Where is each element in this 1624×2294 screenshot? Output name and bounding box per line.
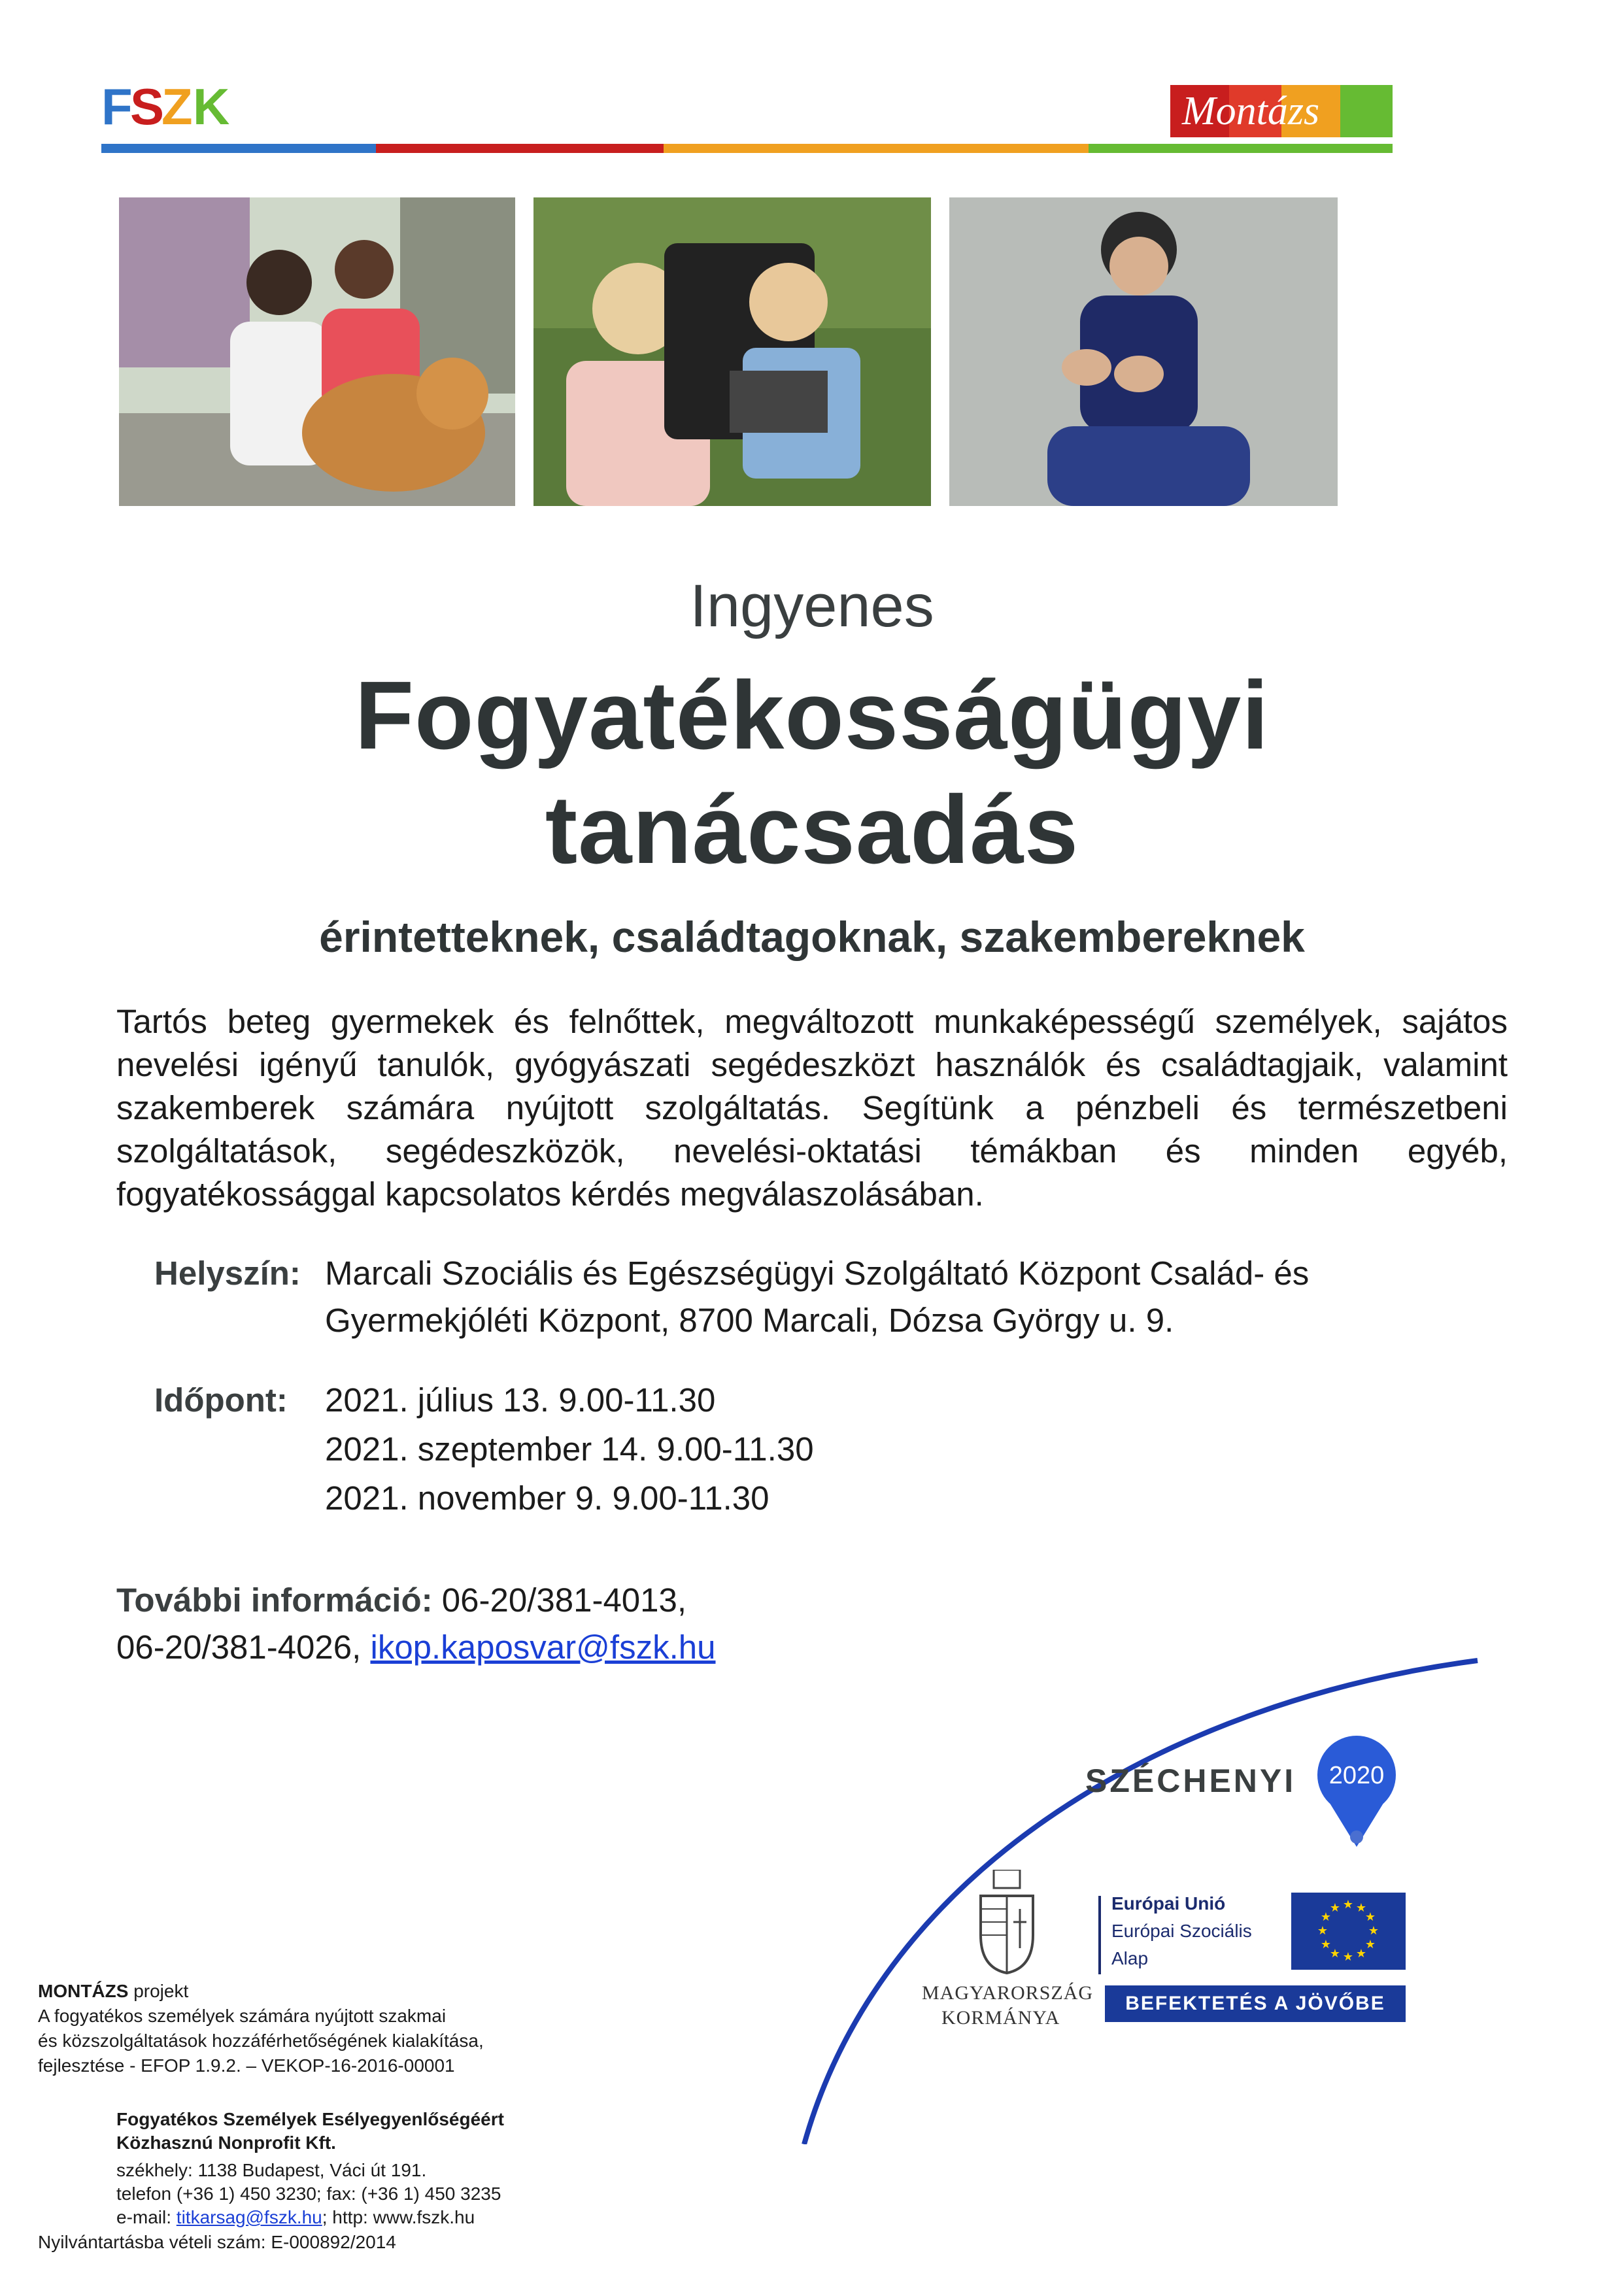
szechenyi-pin-icon xyxy=(1314,1732,1399,1850)
time-date-2: 2021. szeptember 14. 9.00-11.30 xyxy=(325,1430,814,1468)
footer-desc-line-1: A fogyatékos személyek számára nyújtott szakmai xyxy=(38,2006,447,2026)
svg-text:★: ★ xyxy=(1317,1924,1328,1938)
svg-text:Montázs: Montázs xyxy=(1182,89,1320,133)
footer-project xyxy=(38,1981,188,2002)
photo-boy-sign-language xyxy=(949,197,1338,506)
footer-desc-line-2: és közszolgáltatások hozzáférhetőségének kialakítása, xyxy=(38,2031,484,2051)
eu-text-line-2: Európai Szociális xyxy=(1111,1921,1252,1941)
eu-divider xyxy=(1098,1896,1101,1974)
heading-main-line-1: Fogyatékosságügyi xyxy=(354,662,1270,769)
svg-text:★: ★ xyxy=(1329,1901,1341,1915)
eu-flag-icon xyxy=(1291,1893,1406,1970)
org-email-link[interactable]: titkarsag@fszk.hu xyxy=(176,2207,322,2227)
info-phone-1: 06-20/381-4013, xyxy=(432,1581,687,1619)
footer-desc-line-3: fejlesztése - EFOP 1.9.2. – VEKOP-16-2016-00001 xyxy=(38,2055,455,2076)
color-bar-green xyxy=(1089,144,1393,153)
government-line-1: MAGYARORSZÁG xyxy=(922,1982,1094,2004)
footer-project-suffix: projekt xyxy=(128,1981,189,2001)
coat-of-arms-icon xyxy=(974,1870,1040,1974)
info-email-link[interactable]: ikop.kaposvar@fszk.hu xyxy=(370,1628,716,1666)
location-label: Helyszín: xyxy=(154,1255,301,1292)
org-email-prefix: e-mail: xyxy=(116,2207,177,2227)
time-date-1: 2021. július 13. 9.00-11.30 xyxy=(325,1381,716,1419)
footer-project-name: MONTÁZS xyxy=(38,1981,129,2001)
registration-number: Nyilvántartásba vételi szám: E-000892/2014 xyxy=(38,2232,396,2252)
svg-text:★: ★ xyxy=(1364,1910,1376,1924)
government-line-2: KORMÁNYA xyxy=(941,2007,1060,2029)
svg-text:2020: 2020 xyxy=(1328,1762,1385,1789)
svg-text:★: ★ xyxy=(1355,1947,1367,1961)
color-bar-blue xyxy=(101,144,376,153)
photo-girl-wheelchair-tablet xyxy=(533,197,931,506)
svg-text:★: ★ xyxy=(1320,1910,1332,1924)
eu-text-line-3: Alap xyxy=(1111,1948,1149,1968)
svg-text:★: ★ xyxy=(1342,1898,1354,1912)
svg-text:★: ★ xyxy=(1342,1950,1354,1964)
location-line-2: Gyermekjóléti Központ, 8700 Marcali, Dózsa György u. 9. xyxy=(325,1302,1174,1339)
svg-text:K: K xyxy=(193,78,230,135)
info-phone-2: 06-20/381-4026, xyxy=(116,1628,371,1666)
info-label: További információ: xyxy=(116,1581,433,1619)
invest-banner: BEFEKTETÉS A JÖVŐBE xyxy=(1105,1985,1406,2022)
svg-text:★: ★ xyxy=(1368,1924,1379,1938)
heading-main-line-2: tanácsadás xyxy=(545,776,1079,884)
org-address: székhely: 1138 Budapest, Váci út 191. xyxy=(116,2160,427,2180)
svg-text:★: ★ xyxy=(1329,1947,1341,1961)
org-name-line-1: Fogyatékos Személyek Esélyegyenlőségéért xyxy=(116,2109,504,2129)
org-web: ; http: www.fszk.hu xyxy=(322,2207,475,2227)
fszk-logo xyxy=(101,78,232,137)
svg-text:★: ★ xyxy=(1355,1901,1367,1915)
color-bar-orange xyxy=(664,144,1089,153)
info-line-2 xyxy=(116,1628,716,1666)
org-name-line-2: Közhasznú Nonprofit Kft. xyxy=(116,2133,336,2153)
svg-text:★: ★ xyxy=(1320,1938,1332,1951)
time-date-3: 2021. november 9. 9.00-11.30 xyxy=(325,1479,770,1517)
svg-text:S: S xyxy=(130,78,165,135)
svg-text:F: F xyxy=(101,78,133,135)
heading-subtitle: érintetteknek, családtagoknak, szakembereknek xyxy=(319,913,1305,961)
photo-woman-with-guide-dog xyxy=(119,197,515,506)
svg-text:Z: Z xyxy=(161,78,193,135)
info-line-1 xyxy=(116,1581,686,1619)
location-line-1: Marcali Szociális és Egészségügyi Szolgáltató Központ Család- és xyxy=(325,1255,1310,1292)
montazs-logo xyxy=(1170,85,1393,137)
org-email-line xyxy=(116,2207,475,2228)
time-label: Időpont: xyxy=(154,1381,288,1419)
color-bar-red xyxy=(376,144,664,153)
org-phone: telefon (+36 1) 450 3230; fax: (+36 1) 450 3235 xyxy=(116,2184,501,2204)
intro-paragraph: Tartós beteg gyermekek és felnőttek, megváltozott munkaképességű személyek, sajátos nevelési igényű tanulók, gyógyászati segédeszközt használók és családtagjaik, valamint szakemberek számára nyújtott szolgáltatás. Segítünk a pénzbeli és természetbeni szolgáltatások, segédeszközök, nevelési-oktatási témákban és minden egyéb, fogyatékossággal kapcsolatos kérdés megválaszolásában. xyxy=(116,1003,1508,1213)
heading-intro: Ingyenes xyxy=(690,573,934,639)
svg-text:★: ★ xyxy=(1364,1938,1376,1951)
szechenyi-text: SZÉCHENYI xyxy=(1085,1763,1296,1799)
eu-text-line-1: Európai Unió xyxy=(1111,1893,1226,1914)
